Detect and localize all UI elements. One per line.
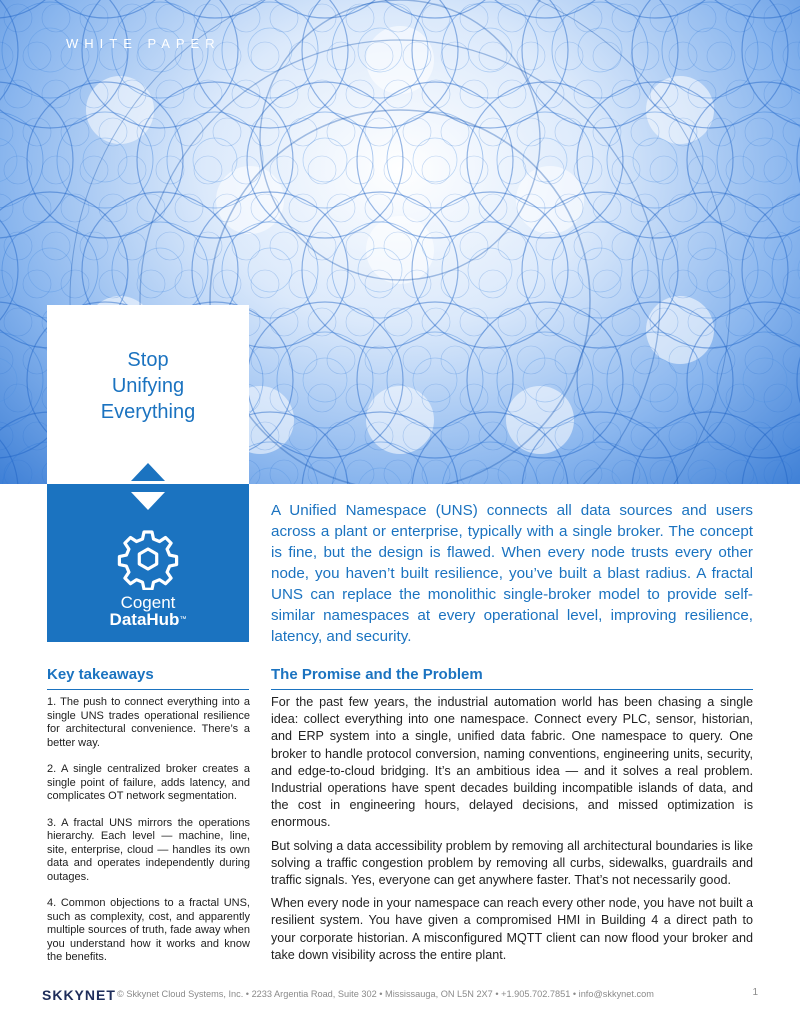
trademark-symbol: ™: [179, 616, 187, 623]
product-logo-panel: [47, 484, 249, 642]
page-footer: [42, 985, 758, 1005]
document-type-label: WHITE PAPER: [66, 36, 221, 51]
takeaway-item-2: 2. A single centralized broker creates a single point of failure, adds latency, and complicates OT network segmentation.: [47, 763, 250, 802]
logo-datahub-word: DataHub: [109, 610, 180, 629]
key-takeaways-list: [47, 696, 250, 978]
skkynet-logo: SKKYNET: [42, 987, 116, 1003]
takeaway-item-3: 3. A fractal UNS mirrors the operations hierarchy. Each level — machine, line, site, enterprise, cloud — handles its own data and operates independently during outages.: [47, 816, 250, 883]
body-paragraph-1: For the past few years, the industrial automation world has been chasing a single idea: collect everything into one namespace. Connect every PLC, sensor, historian, and ERP system into a single, unified data fabric. One namespace to query. One broker to handle protocol conversion, naming conventions, engineering units, security, and edge-to-cloud bridging. It’s an ambitious idea — and it solves a real problem. Industrial operations have spent decades building incompatible islands of data, and the cost in engineering hours, delayed decisions, and missed optimization is enormous.: [271, 695, 753, 830]
logo-text-cogent: Cogent: [120, 593, 176, 612]
intro-paragraph: A Unified Namespace (UNS) connects all data sources and users across a plant or enterprise, typically with a single broker. The concept is fine, but the design is flawed. When every node trusts every other node, you haven’t built resilience, you’ve built a blast radius. A fractal UNS can replace the monolithic single-broker model to provide self-similar namespaces at every operational level, improving resilience, latency, and security.: [271, 502, 753, 645]
document-title: Stop Unifying Everything: [100, 349, 196, 423]
triangle-down-icon: [131, 492, 165, 510]
takeaway-item-1: 1. The push to connect everything into a single UNS trades operational resilience for architectural convenience. There’s a better way.: [47, 696, 250, 749]
key-takeaways-heading: Key takeaways: [47, 666, 154, 683]
footer-contact-text: © Skkynet Cloud Systems, Inc. • 2233 Argentia Road, Suite 302 • Mississauga, ON L5N 2X7 • +1.905.702.7851 • info@skkynet.com: [117, 989, 654, 999]
section-divider: [271, 689, 753, 690]
section-heading: The Promise and the Problem: [271, 666, 483, 683]
body-paragraph-3: When every node in your namespace can reach every other node, you have not built a resilient system. You have given a compromised HMI in Building 4 a direct path to your corporate historian. A misconfigured MQTT client can now flood your broker and take down visibility across the entire plant.: [271, 896, 753, 962]
title-card: [47, 305, 249, 485]
gear-icon: [117, 528, 179, 590]
body-paragraph-2: But solving a data accessibility problem by removing all architectural boundaries is like solving a traffic congestion problem by removing all curbs, sidewalks, guardrails and traffic signals. Yes, everyone can get anywhere faster. That’s not necessarily good.: [271, 838, 753, 888]
key-takeaways-divider: [47, 689, 249, 690]
section-body: [271, 694, 753, 970]
triangle-up-icon: [131, 463, 165, 481]
logo-text-datahub: [47, 610, 249, 630]
page-number: 1: [752, 987, 758, 998]
takeaway-item-4: 4. Common objections to a fractal UNS, such as complexity, cost, and apparently multiple sources of truth, fade away when you understand how it works and know the benefits.: [47, 897, 250, 963]
